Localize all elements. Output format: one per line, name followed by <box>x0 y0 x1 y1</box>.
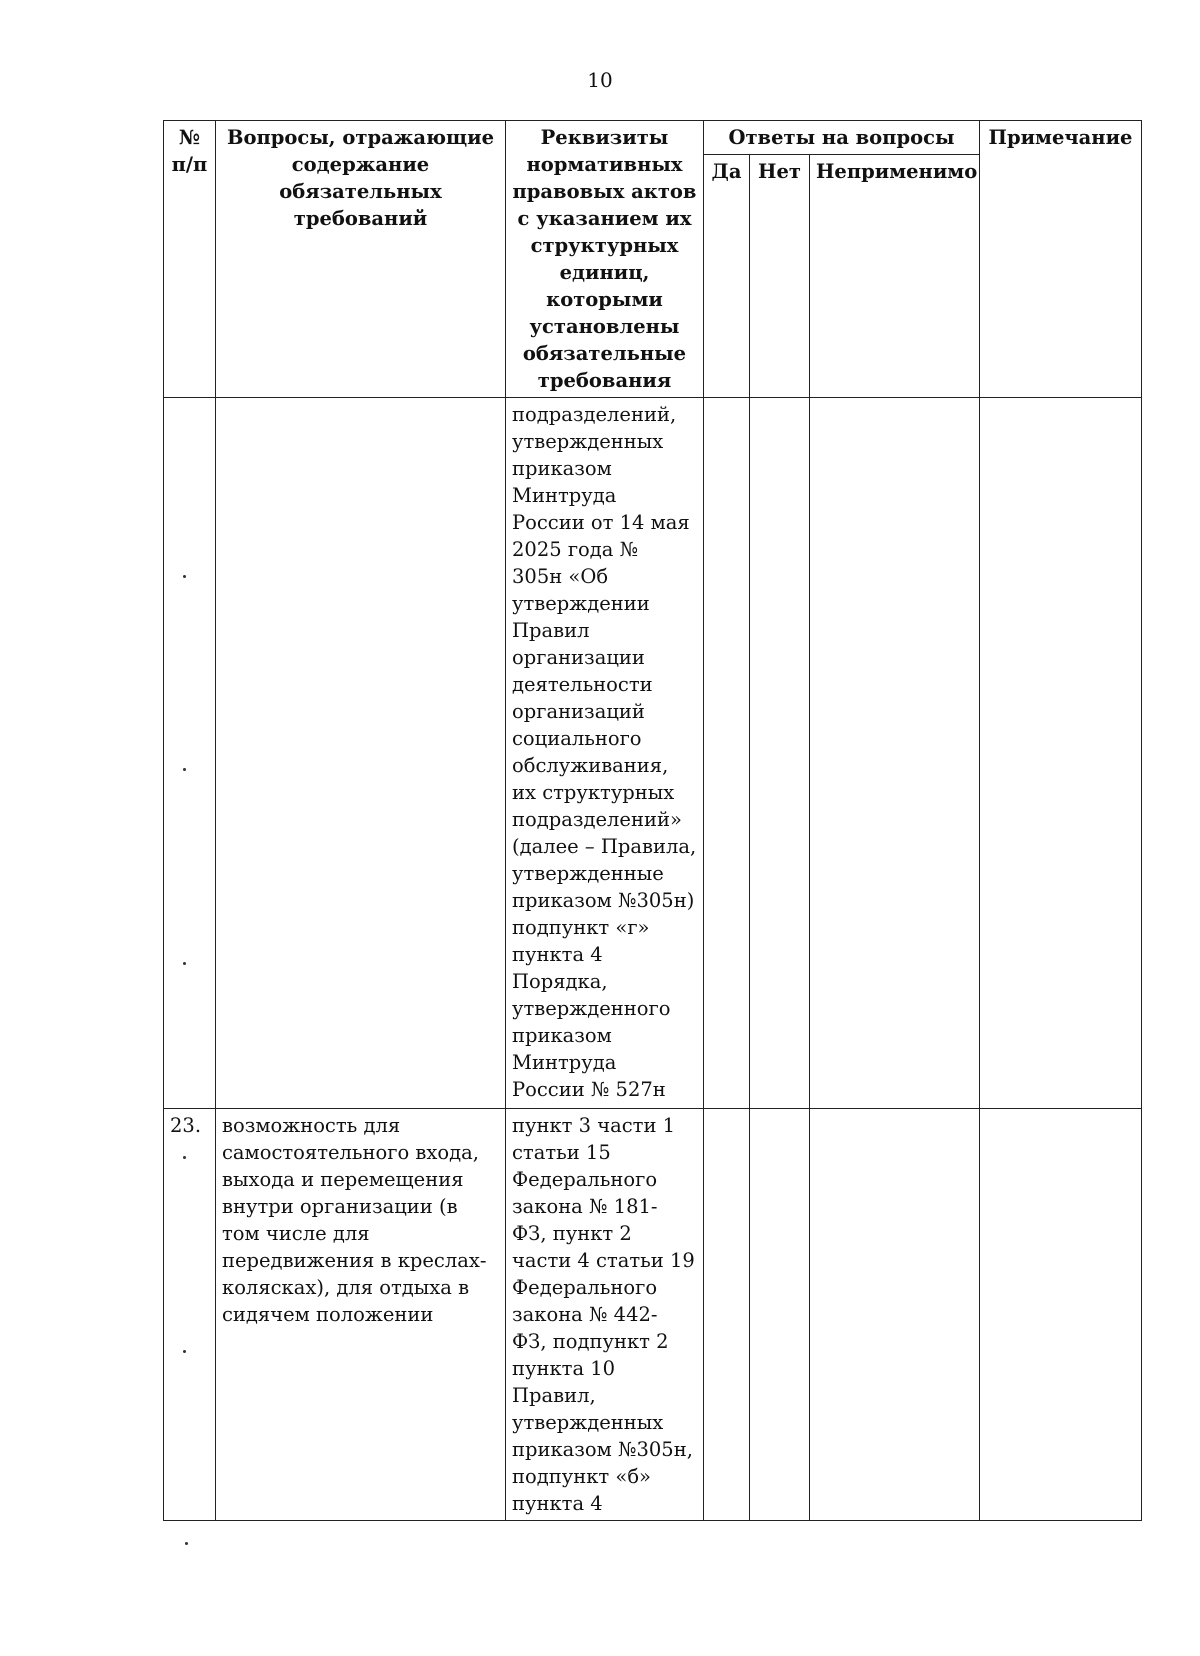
row-yes-cell <box>704 1109 750 1521</box>
row-note-cell <box>980 398 1142 1109</box>
scan-speck <box>183 962 186 965</box>
row-yes-cell <box>704 398 750 1109</box>
row-not-applicable-cell <box>810 1109 980 1521</box>
header-questions: Вопросы, отражающие содержание обязательных требований <box>216 121 506 398</box>
header-not-applicable: Неприменимо <box>810 155 980 398</box>
scan-speck <box>183 575 186 578</box>
scan-speck <box>185 1542 188 1545</box>
scan-speck <box>183 1156 186 1159</box>
row-num-cell: 23. <box>164 1109 216 1521</box>
table-row <box>164 1109 1142 1521</box>
page-number: 10 <box>587 68 613 92</box>
row-question-cell <box>216 398 506 1109</box>
table-row <box>164 398 1142 1109</box>
checklist-table <box>163 120 1142 1521</box>
header-no: Нет <box>750 155 810 398</box>
scan-speck <box>183 768 186 771</box>
row-requisites-cell: подразделений, утвержденных приказом Минтруда России от 14 мая 2025 года № 305н «Об утверждении Правил организации деятельности организаций социального обслуживания, их структурных подразделений» (далее – Правила, утвержденные приказом №305н) подпункт «г» пункта 4 Порядка, утвержденного приказом Минтруда России № 527н <box>506 398 704 1109</box>
row-not-applicable-cell <box>810 398 980 1109</box>
header-yes: Да <box>704 155 750 398</box>
header-row <box>164 121 1142 155</box>
header-requisites: Реквизиты нормативных правовых актов с указанием их структурных единиц, которыми установлены обязательные требования <box>506 121 704 398</box>
row-no-cell <box>750 398 810 1109</box>
row-no-cell <box>750 1109 810 1521</box>
row-requisites-cell: пункт 3 части 1 статьи 15 Федерального закона № 181- ФЗ, пункт 2 части 4 статьи 19 Федерального закона № 442- ФЗ, подпункт 2 пункта 10 Правил, утвержденных приказом №305н, подпункт «б» пункта 4 <box>506 1109 704 1521</box>
header-num: № п/п <box>164 121 216 398</box>
row-num-cell <box>164 398 216 1109</box>
header-note: Примечание <box>980 121 1142 398</box>
header-answers-group: Ответы на вопросы <box>704 121 980 155</box>
scan-speck <box>183 1350 186 1353</box>
row-question-cell: возможность для самостоятельного входа, выхода и перемещения внутри организации (в том числе для передвижения в креслах- колясках), для отдыха в сидячем положении <box>216 1109 506 1521</box>
row-note-cell <box>980 1109 1142 1521</box>
